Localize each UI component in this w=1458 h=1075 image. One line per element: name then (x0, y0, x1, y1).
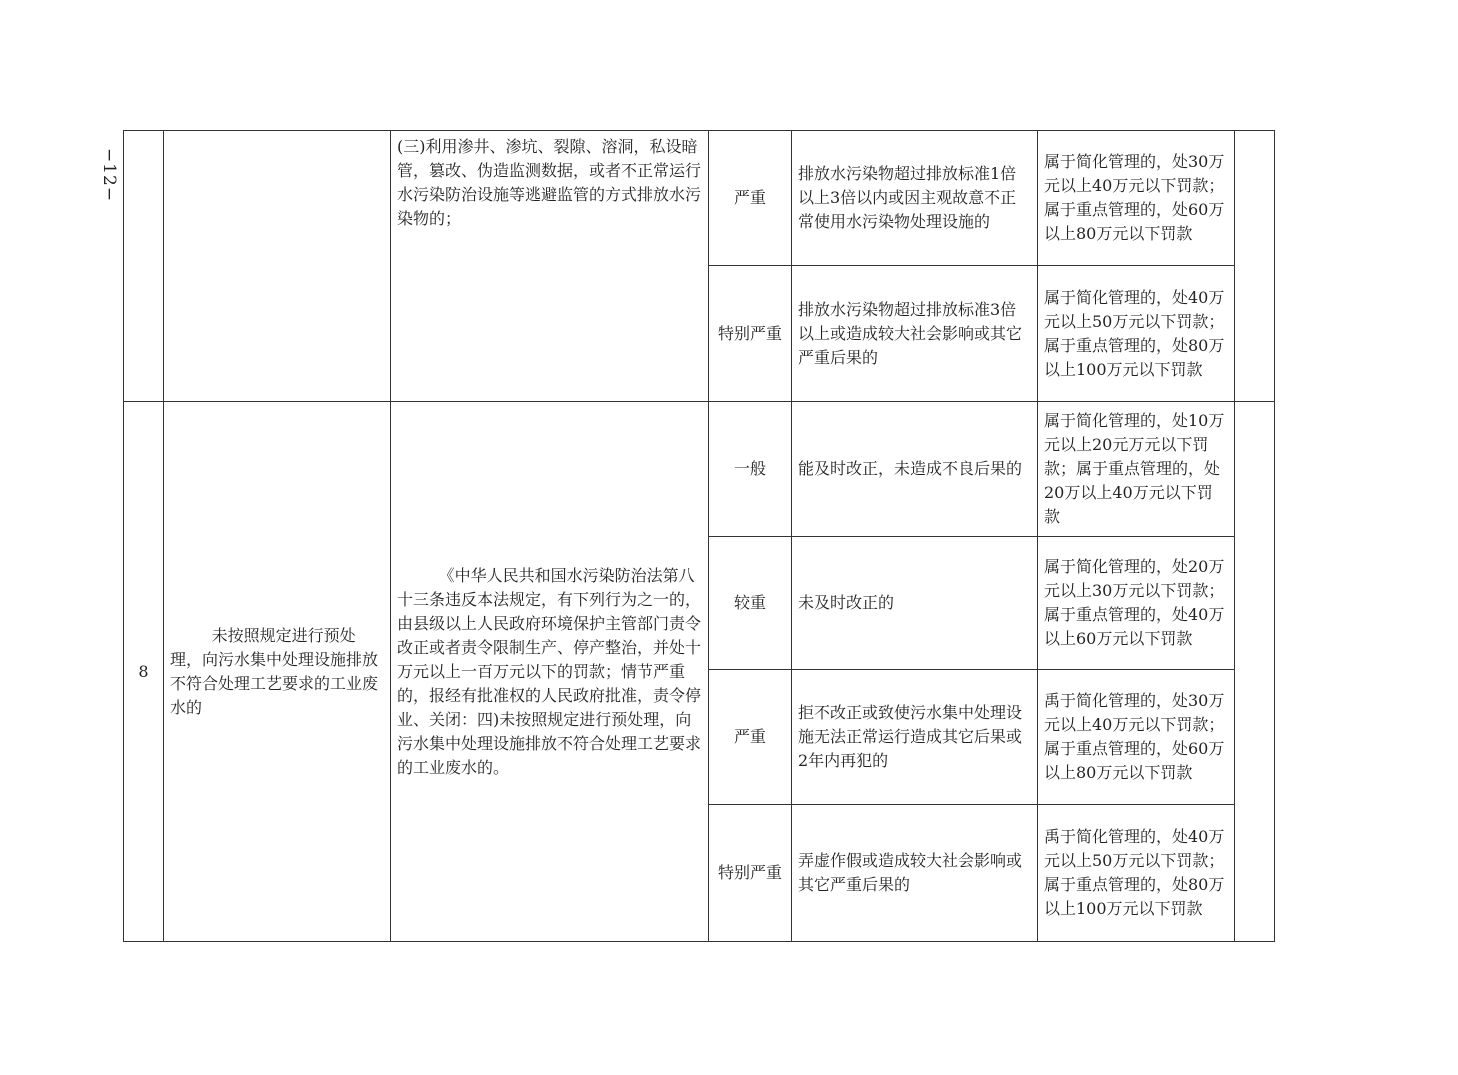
severity-level-cell: 一般 (709, 402, 792, 537)
violation-condition-cell: 弄虚作假或造成较大社会影响或其它严重后果的 (792, 805, 1038, 942)
severity-level-cell: 特别严重 (709, 805, 792, 942)
penalty-standard-cell: 属于简化管理的，处20万元以上30万元以下罚款；属于重点管理的，处40万以上60万元以下罚款 (1038, 537, 1235, 670)
violation-condition-cell: 拒不改正或致使污水集中处理设施无法正常运行造成其它后果或2年内再犯的 (792, 670, 1038, 805)
penalty-standard-cell: 属于简化管理的，处40万元以上50万元以下罚款；属于重点管理的，处80万以上100万元以下罚款 (1038, 266, 1235, 402)
penalty-standard-cell: 属于简化管理的，处10万元以上20元万元以下罚款；属于重点管理的，处20万以上40万元以下罚款 (1038, 402, 1235, 537)
violation-condition-cell: 排放水污染物超过排放标准3倍以上或造成较大社会影响或其它严重后果的 (792, 266, 1038, 402)
penalty-table (123, 130, 1275, 942)
legal-basis-cell: 《中华人民共和国水污染防治法第八十三条违反本法规定，有下列行为之一的，由县级以上人民政府环境保护主管部门责令改正或者责令限制生产、停产整治，并处十万元以上一百万元以下的罚款；情节严重的，报经有批准权的人民政府批准，责令停业、关闭：四)未按照规定进行预处理，向污水集中处理设施排放不符合处理工艺要求的工业废水的。 (391, 402, 709, 942)
violation-condition-cell: 能及时改正，未造成不良后果的 (792, 402, 1038, 537)
row-number-cell (124, 131, 164, 402)
severity-level-cell: 严重 (709, 131, 792, 266)
violation-behavior-cell (164, 131, 391, 402)
penalty-standard-cell: 禹于简化管理的，处30万元以上40万元以下罚款；属于重点管理的，处60万以上80万元以下罚款 (1038, 670, 1235, 805)
table-row (124, 402, 1275, 537)
severity-level-cell: 严重 (709, 670, 792, 805)
page-number-text: −12− (99, 147, 119, 203)
remarks-cell (1235, 131, 1275, 402)
table-row (124, 131, 1275, 266)
penalty-standard-cell: 禹于简化管理的，处40万元以上50万元以下罚款；属于重点管理的，处80万以上100万元以下罚款 (1038, 805, 1235, 942)
legal-basis-cell: (三)利用渗井、渗坑、裂隙、溶洞，私设暗管，篡改、伪造监测数据，或者不正常运行水污染防治设施等逃避监管的方式排放水污染物的； (391, 131, 709, 402)
violation-condition-cell: 未及时改正的 (792, 537, 1038, 670)
violation-behavior-cell: 未按照规定进行预处理，向污水集中处理设施排放不符合处理工艺要求的工业废水的 (164, 402, 391, 942)
page-number (96, 147, 122, 203)
row-number-cell: 8 (124, 402, 164, 942)
violation-condition-cell: 排放水污染物超过排放标准1倍以上3倍以内或因主观故意不正常使用水污染物处理设施的 (792, 131, 1038, 266)
penalty-standard-cell: 属于简化管理的，处30万元以上40万元以下罚款；属于重点管理的，处60万以上80万元以下罚款 (1038, 131, 1235, 266)
severity-level-cell: 较重 (709, 537, 792, 670)
remarks-cell (1235, 402, 1275, 942)
severity-level-cell: 特别严重 (709, 266, 792, 402)
